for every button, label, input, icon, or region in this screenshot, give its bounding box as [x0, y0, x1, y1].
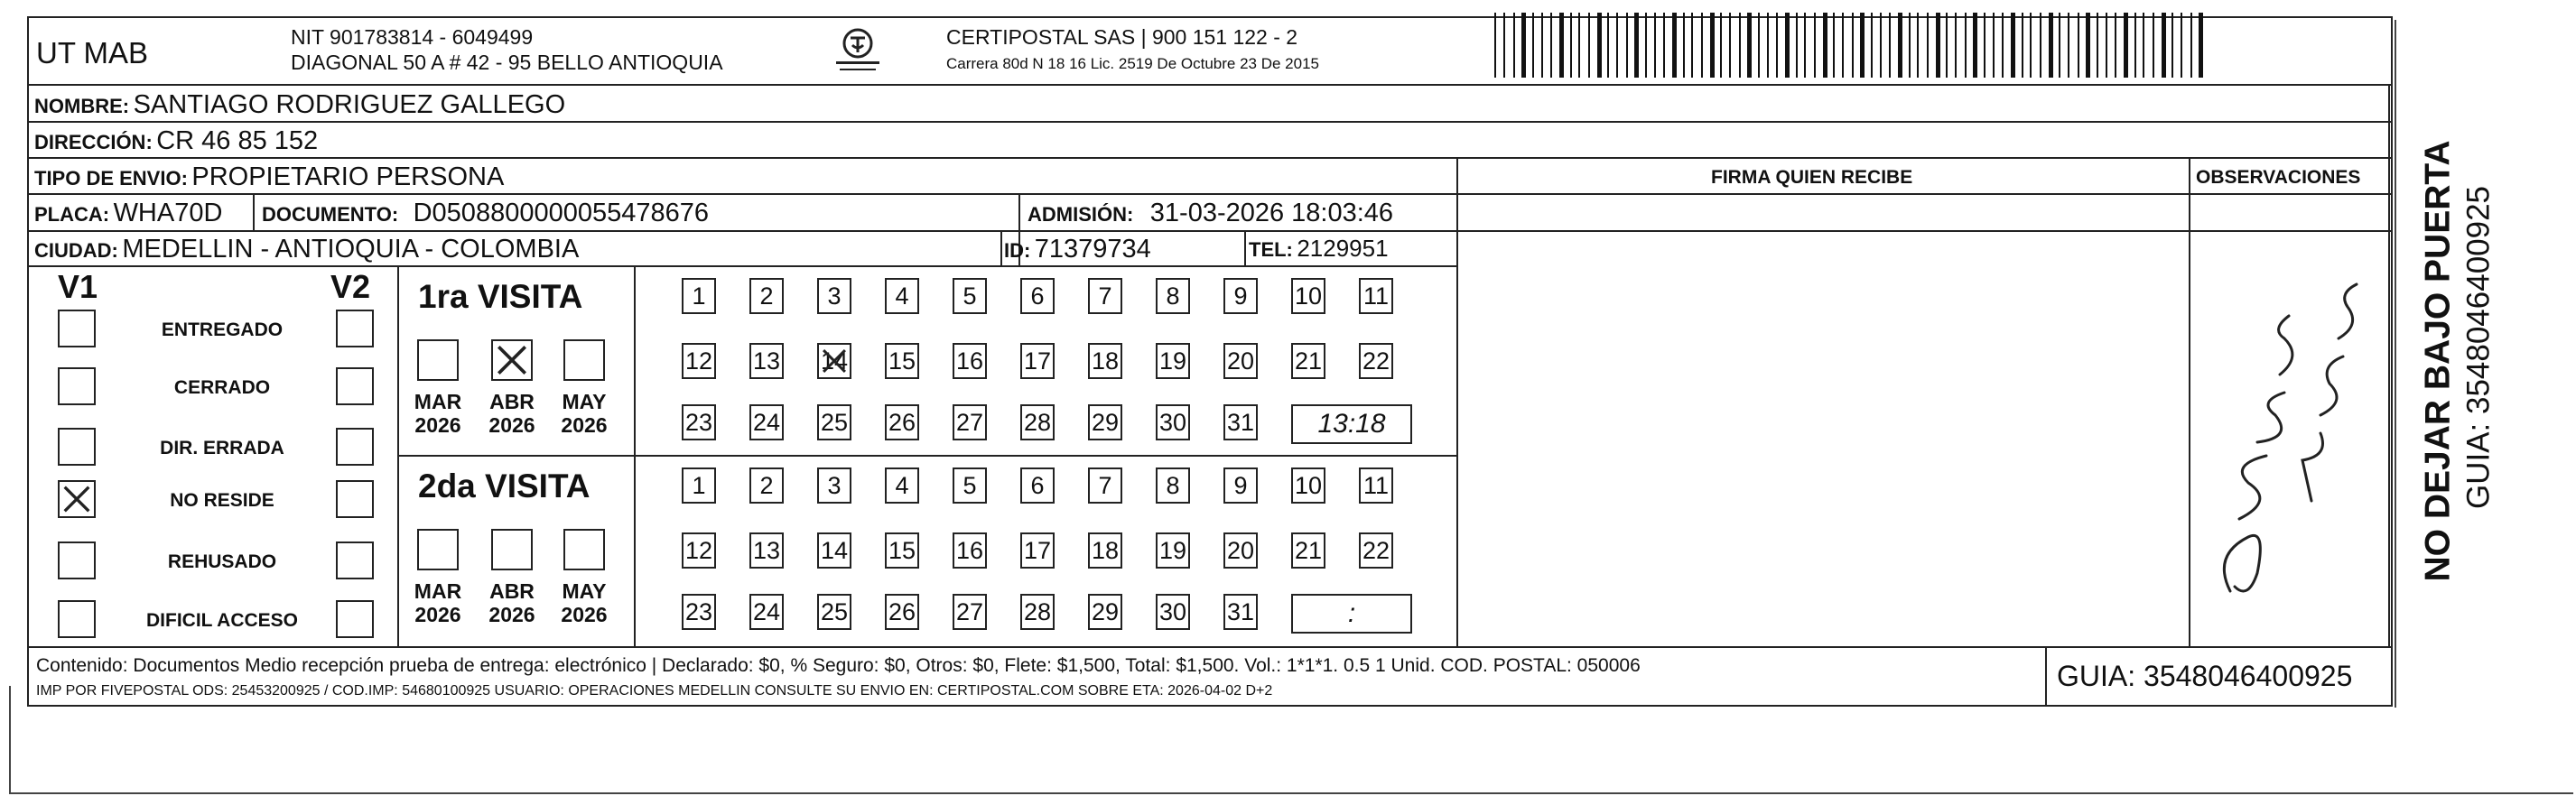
divider	[27, 157, 2393, 159]
day-checkbox[interactable]: 4	[885, 278, 919, 314]
carrier-license: Carrera 80d N 18 16 Lic. 2519 De Octubre 23 De 2015	[946, 55, 1319, 72]
sender-address: DIAGONAL 50 A # 42 - 95 BELLO ANTIOQUIA	[291, 51, 723, 74]
day-checkbox[interactable]: 26	[885, 594, 919, 630]
visit-time-field[interactable]: :	[1291, 594, 1412, 634]
day-checkbox[interactable]: 21	[1291, 532, 1325, 569]
month-label: ABR	[489, 390, 535, 413]
status-label: CERRADO	[173, 377, 271, 398]
carrier-company: CERTIPOSTAL SAS | 900 151 122 - 2	[946, 25, 1298, 49]
status-v2-checkbox[interactable]	[336, 480, 374, 518]
status-label: NO RESIDE	[170, 490, 274, 511]
day-checkbox[interactable]: 25	[817, 404, 851, 440]
day-checkbox[interactable]: 5	[953, 278, 987, 314]
nombre-value: SANTIAGO RODRIGUEZ GALLEGO	[133, 90, 566, 119]
divider	[1000, 230, 1002, 266]
month-label: MAY	[562, 390, 607, 413]
day-checkbox[interactable]: 30	[1156, 594, 1190, 630]
ciudad-row	[34, 236, 579, 263]
status-v1-checkbox[interactable]	[58, 367, 96, 405]
x-mark-icon	[60, 482, 94, 516]
year-label: 2026	[561, 603, 608, 626]
ciudad-value: MEDELLIN - ANTIOQUIA - COLOMBIA	[122, 235, 580, 264]
tipo-row	[34, 164, 504, 190]
month-label: MAY	[562, 579, 607, 603]
visit2-title: 2da VISITA	[418, 467, 591, 504]
day-checkbox[interactable]: 27	[953, 404, 987, 440]
nombre-label: NOMBRE:	[34, 95, 130, 117]
day-checkbox[interactable]: 15	[885, 532, 919, 569]
day-checkbox[interactable]: 29	[1088, 594, 1122, 630]
day-checkbox[interactable]: 22	[1359, 343, 1393, 379]
day-checkbox[interactable]: 22	[1359, 532, 1393, 569]
visit-time-field[interactable]: 13:18	[1291, 404, 1412, 444]
day-checkbox[interactable]: 9	[1223, 467, 1258, 504]
sender-nit: NIT 901783814 - 6049499	[291, 25, 534, 49]
status-v1-checkbox[interactable]	[58, 480, 96, 518]
status-v2-checkbox[interactable]	[336, 428, 374, 466]
visit1-title: 1ra VISITA	[418, 278, 583, 315]
day-checkbox[interactable]: 18	[1088, 532, 1122, 569]
month-checkbox[interactable]	[491, 529, 533, 570]
status-v2-checkbox[interactable]	[336, 310, 374, 347]
day-checkbox[interactable]: 13	[749, 532, 784, 569]
x-mark-icon	[493, 341, 531, 379]
day-checkbox[interactable]: 17	[1020, 343, 1055, 379]
day-checkbox[interactable]: 15	[885, 343, 919, 379]
side-guia: GUIA: 3548046400925	[2460, 185, 2497, 510]
day-checkbox[interactable]: 6	[1020, 278, 1055, 314]
day-checkbox[interactable]: 26	[885, 404, 919, 440]
year-label: 2026	[488, 603, 535, 626]
side-notice: NO DEJAR BAJO PUERTA	[2418, 140, 2458, 582]
day-checkbox[interactable]: 24	[749, 594, 784, 630]
month-checkbox[interactable]	[563, 529, 605, 570]
day-checkbox[interactable]: 7	[1088, 278, 1122, 314]
status-v1-checkbox[interactable]	[58, 600, 96, 638]
admision-value: 31-03-2026 18:03:46	[1149, 199, 1394, 227]
tipo-value: PROPIETARIO PERSONA	[191, 162, 505, 191]
observaciones-header: OBSERVACIONES	[2196, 167, 2361, 188]
nombre-row	[34, 92, 565, 118]
status-v2-checkbox[interactable]	[336, 600, 374, 638]
day-checkbox[interactable]: 8	[1156, 467, 1190, 504]
status-label: DIFICIL ACCESO	[145, 610, 299, 631]
month-checkbox[interactable]	[563, 339, 605, 381]
frame-shadow	[9, 792, 2573, 794]
id-row	[1004, 236, 1151, 263]
documento-value: D0508800000055478676	[413, 199, 709, 227]
day-checkbox[interactable]: 2	[749, 467, 784, 504]
day-checkbox[interactable]: 25	[817, 594, 851, 630]
status-v2-checkbox[interactable]	[336, 541, 374, 579]
status-label: DIR. ERRADA	[160, 438, 284, 458]
status-v1-checkbox[interactable]	[58, 428, 96, 466]
day-checkbox[interactable]: 19	[1156, 532, 1190, 569]
day-checkbox[interactable]: 28	[1020, 594, 1055, 630]
divider	[2388, 84, 2390, 646]
tel-value: 2129951	[1297, 235, 1389, 262]
day-checkbox[interactable]: 16	[953, 343, 987, 379]
day-checkbox[interactable]: 8	[1156, 278, 1190, 314]
day-checkbox[interactable]: 20	[1223, 343, 1258, 379]
id-label: ID:	[1004, 239, 1031, 262]
frame-shadow	[2395, 20, 2396, 708]
day-checkbox[interactable]: 12	[682, 532, 716, 569]
form-frame	[27, 16, 2393, 707]
documento-label: DOCUMENTO:	[262, 203, 399, 226]
divider	[2189, 157, 2190, 646]
divider	[2045, 646, 2047, 707]
v2-label: V2	[330, 268, 371, 305]
day-checkbox[interactable]: 10	[1291, 278, 1325, 314]
divider	[397, 455, 1458, 457]
day-checkbox[interactable]: 6	[1020, 467, 1055, 504]
day-checkbox[interactable]: 31	[1223, 594, 1258, 630]
placa-row	[34, 200, 222, 227]
day-checkbox[interactable]: 28	[1020, 404, 1055, 440]
day-checkbox[interactable]: 18	[1088, 343, 1122, 379]
status-label: ENTREGADO	[161, 319, 284, 340]
year-label: 2026	[414, 413, 461, 437]
month-label: MAR	[414, 390, 462, 413]
year-label: 2026	[488, 413, 535, 437]
day-checkbox[interactable]: 21	[1291, 343, 1325, 379]
day-checkbox[interactable]: 9	[1223, 278, 1258, 314]
divider	[253, 193, 255, 230]
status-label: REHUSADO	[167, 551, 277, 572]
direccion-label: DIRECCIÓN:	[34, 131, 153, 153]
divider	[27, 84, 2393, 86]
direccion-row	[34, 128, 318, 154]
day-checkbox[interactable]: 5	[953, 467, 987, 504]
frame-shadow	[9, 686, 11, 794]
month-label: MAR	[414, 579, 462, 603]
divider	[27, 121, 2393, 123]
day-checkbox[interactable]: 11	[1359, 278, 1393, 314]
status-v1-checkbox[interactable]	[58, 310, 96, 347]
divider	[27, 193, 2393, 195]
day-checkbox[interactable]: 12	[682, 343, 716, 379]
direccion-value: CR 46 85 152	[156, 126, 319, 155]
day-checkbox[interactable]: 19	[1156, 343, 1190, 379]
divider	[1456, 157, 1458, 646]
month-checkbox[interactable]	[417, 529, 459, 570]
day-checkbox[interactable]: 7	[1088, 467, 1122, 504]
imp-line: IMP POR FIVEPOSTAL ODS: 25453200925 / COD.IMP: 54680100925 USUARIO: OPERACIONES MEDELLIN CONSULTE SU ENVIO EN: CERTIPOSTAL.COM SOBRE ETA: 2026-04-02 D+2	[36, 683, 1273, 699]
handwritten-signature	[2194, 230, 2384, 627]
day-checkbox[interactable]: 23	[682, 404, 716, 440]
day-checkbox[interactable]: 29	[1088, 404, 1122, 440]
day-checkbox[interactable]: 20	[1223, 532, 1258, 569]
day-checkbox[interactable]: 13	[749, 343, 784, 379]
divider	[1244, 230, 1246, 266]
admision-label: ADMISIÓN:	[1028, 203, 1134, 226]
day-checkbox[interactable]: 1	[682, 278, 716, 314]
tipo-label: TIPO DE ENVIO:	[34, 167, 188, 190]
day-checkbox[interactable]: 2	[749, 278, 784, 314]
tel-row	[1249, 236, 1389, 261]
day-checkbox[interactable]: 27	[953, 594, 987, 630]
footer-guia: GUIA: 3548046400925	[2057, 660, 2353, 692]
sender-name: UT MAB	[36, 36, 149, 69]
barcode	[1494, 13, 2213, 78]
day-checkbox[interactable]: 10	[1291, 467, 1325, 504]
year-label: 2026	[561, 413, 608, 437]
day-checkbox[interactable]: 3	[817, 467, 851, 504]
day-checkbox[interactable]: 14	[817, 532, 851, 569]
placa-value: WHA70D	[113, 199, 223, 227]
certipostal-logo	[831, 23, 885, 78]
day-checkbox[interactable]: 23	[682, 594, 716, 630]
divider	[27, 646, 2393, 648]
day-checkbox[interactable]: 17	[1020, 532, 1055, 569]
v1-label: V1	[58, 268, 98, 305]
id-value: 71379734	[1034, 235, 1151, 264]
month-checkbox[interactable]	[417, 339, 459, 381]
contenido-line: Contenido: Documentos Medio recepción prueba de entrega: electrónico | Declarado: $0, % Seguro: $0, Otros: $0, Flete: $1,500, Total: $1,500. Vol.: 1*1*1. 0.5 1 Unid. COD. POSTAL: 050006	[36, 655, 1641, 676]
day-checkbox[interactable]: 1	[682, 467, 716, 504]
firma-header: FIRMA QUIEN RECIBE	[1711, 167, 1913, 188]
admision-row	[1028, 200, 1393, 227]
day-checkbox[interactable]: 4	[885, 467, 919, 504]
documento-row	[262, 200, 709, 227]
divider	[27, 230, 2393, 232]
day-checkbox[interactable]: 31	[1223, 404, 1258, 440]
day-checkbox[interactable]: 14	[817, 343, 851, 379]
status-v1-checkbox[interactable]	[58, 541, 96, 579]
day-checkbox[interactable]: 30	[1156, 404, 1190, 440]
placa-label: PLACA:	[34, 203, 110, 226]
month-label: ABR	[489, 579, 535, 603]
tel-label: TEL:	[1249, 238, 1293, 261]
day-checkbox[interactable]: 24	[749, 404, 784, 440]
day-checkbox[interactable]: 11	[1359, 467, 1393, 504]
day-checkbox[interactable]: 16	[953, 532, 987, 569]
year-label: 2026	[414, 603, 461, 626]
month-checkbox[interactable]	[491, 339, 533, 381]
status-v2-checkbox[interactable]	[336, 367, 374, 405]
x-mark-icon	[819, 345, 850, 377]
ciudad-label: CIUDAD:	[34, 239, 118, 262]
day-checkbox[interactable]: 3	[817, 278, 851, 314]
